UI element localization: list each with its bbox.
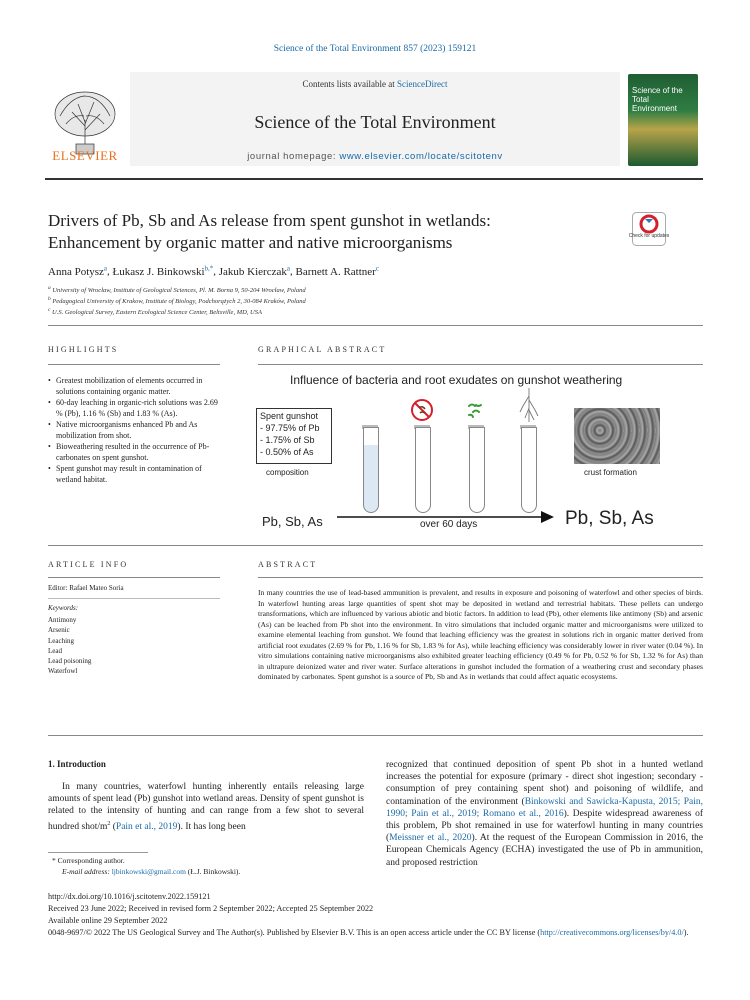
highlight-item: • Spent gunshot may result in contamination of wetland habitat. [48, 464, 218, 485]
graphical-abstract-rule [258, 364, 703, 365]
check-for-updates-icon[interactable] [632, 212, 666, 246]
editor-rule [48, 598, 220, 599]
author-2[interactable]: Łukasz J. Binkowski$^{b,*}$ [112, 264, 214, 278]
keyword: Leaching [48, 636, 75, 645]
no-bacteria-icon [410, 398, 434, 422]
received-dates: Received 23 June 2022; Received in revised form 2 September 2022; Accepted 25 September 2022 [48, 904, 374, 913]
doi-link[interactable]: http://dx.doi.org/10.1016/j.scitotenv.2022.159121 [48, 892, 211, 901]
highlight-item: • Bioweathering resulted in the occurrence of Pb-carbonates on spent gunshot. [48, 442, 218, 463]
left-elements-label: Pb, Sb, As [262, 514, 323, 529]
abstract-bottom-divider [48, 735, 703, 736]
keywords-list [48, 615, 91, 677]
affiliation-a: $^a$ University of Wrocław, Institute of Geological Sciences, Pl. M. Borna 9, 50-204 Wrocław, Poland [48, 285, 306, 295]
homepage-link[interactable]: www.elsevier.com/locate/scitotenv [339, 151, 503, 162]
homepage-prefix: journal homepage: [247, 151, 340, 162]
right-elements-label: Pb, Sb, As [565, 508, 654, 529]
citation-link[interactable]: Binkowski and Sawicka-Kapusta, 2015; Pain, 1990; Pain et al., 2019; Romano et al., 2016 [386, 796, 703, 819]
highlight-item: • 60-day leaching in organic-rich solutions was 2.69 % (Pb), 1.16 % (Sb) and 1.83 % (As). [48, 398, 218, 419]
crust-sem-image [574, 408, 660, 464]
journal-homepage [130, 151, 620, 162]
elsevier-wordmark: ELSEVIER [52, 148, 118, 163]
article-title [48, 210, 608, 254]
intro-right-paragraph: recognized that continued deposition of spent Pb shot in a hunted wetland increases the potential for exposure (primary - direct shot ingestion; secondary - consumption of prey containing spent shot) and poisoning of wildlife, and contamination of the environment (Binkowski and Sawicka-Kapusta, 2015; Pain, 1990; Pain et al., 2019; Romano et al., 2016). Despite widespread awareness of this problem, Pb shot remained in use for waterfowl hunting in many countries (Meissner et al., 2020). At the request of the European Commission in 2016, the European Chemicals Agency (ECHA) investigated the use of Pb in ammunition, and proposed restriction [386, 760, 703, 868]
check-for-updates-label: Check for updates [628, 233, 670, 239]
highlight-item: • Native microorganisms enhanced Pb and As mobilization from shot. [48, 420, 218, 441]
journal-title: Science of the Total Environment [254, 112, 496, 132]
contents-prefix: Contents lists available at [302, 79, 397, 89]
test-tube-root-exudates [521, 427, 537, 513]
citation-link[interactable]: Pain et al., 2019 [115, 821, 178, 832]
test-tube-bacteria [469, 427, 485, 513]
abstract-text: In many countries the use of lead-based ammunition is prevalent, and results in exposure and poisoning of waterfowl and other species of birds. In waterfowl hunting areas large quantities of spent shot may be deposited in wetland and terrestrial habitats. These pellets can undergo transformations, which are influenced by various abiotic and biotic factors. In addition to lead (Pb), other elements like antimony (Sb) and arsenic (As) can be leached from Pb shot into the environment. In vitro simulations that included organic matter and microorganisms were utilized to examine elemental leaching from gunshot. We found that leaching efficiency was the greatest in solutions rich in organic matter derived from artificial root exudates (2.69 % for Pb, 1.16 % for Sb, 1.83 % for As), while leaching efficiency was considerably lower in river water (0.04 %). In vitro simulations containing native microorganisms also exhibited greater leaching efficiency (0.49 % for Pb, 0.52 % for Sb, 1.32 % for As) than in ultrapure deionized water and river water. Surface alterations in gunshot included the formation of a weathering crust and secondary phases dominated by carbonates. Spent gunshot is a source of Pb, Sb and As in wetlands that could affect aquatic ecosystems. [258, 588, 703, 681]
available-online: Available online 29 September 2022 [48, 916, 168, 925]
editor: Editor: Rafael Mateo Soria [48, 584, 124, 592]
intro-left-paragraph: In many countries, waterfowl hunting inherently entails releasing large amounts of spent lead (Pb) gunshot into wetland areas. Density of spent gunshot is related to the intensity of hunting and can range from a few shot to several hundred shot/$m^2$ (Pain et al., 2019). It has long been [48, 782, 364, 832]
arrow-icon [337, 510, 555, 524]
highlights-heading: HIGHLIGHTS [48, 345, 119, 354]
crust-formation-label: crust formation [584, 468, 637, 477]
test-tube-no-bacteria [415, 427, 431, 513]
license-statement: 0048-9697/© 2022 The US Geological Survey and The Author(s). Published by Elsevier B.V. This is an open access article under the CC BY license (http://creativecommons.org/licenses/by/4.0/). [48, 928, 689, 937]
header-divider [45, 178, 703, 180]
bacteria-icon [465, 400, 485, 420]
composition-line: - 0.50% of As [260, 447, 314, 457]
highlights-list [48, 376, 218, 486]
contents-line [130, 79, 620, 89]
citation-link[interactable]: Meissner et al., 2020 [389, 833, 472, 844]
corresponding-author-note: * Corresponding author. [52, 856, 125, 865]
keyword: Waterfowl [48, 667, 78, 676]
keyword: Arsenic [48, 626, 70, 635]
introduction-heading: 1. Introduction [48, 759, 106, 769]
affiliation-c: $^c$ U.S. Geological Survey, Eastern Ecological Science Center, Beltsville, MD, USA [48, 307, 262, 317]
title-line-2: Enhancement by organic matter and native microorganisms [48, 233, 453, 252]
author-1[interactable]: Anna Potysz$^a$ [48, 264, 108, 278]
cover-title: Science of the Total Environment [632, 86, 683, 113]
composition-line: - 97.75% of Pb [260, 423, 320, 433]
keyword: Antimony [48, 616, 77, 624]
email-link[interactable]: ljbinkowski@gmail.com [111, 867, 186, 876]
highlights-rule [48, 364, 220, 365]
footnote-rule [48, 852, 148, 853]
composition-box [256, 408, 332, 464]
keyword: Lead poisoning [48, 657, 92, 666]
article-info-rule [48, 577, 220, 578]
email-note: E-mail address: ljbinkowski@gmail.com (Ł.J. Binkowski). [62, 867, 241, 876]
composition-label: composition [266, 468, 309, 477]
duration-label: over 60 days [420, 519, 478, 530]
abstract-rule [258, 577, 703, 578]
affiliation-b: $^b$ Pedagogical University of Krakow, Institute of Biology, Podchorążych 2, 30-084 Kraków, Poland [48, 296, 306, 306]
license-link[interactable]: http://creativecommons.org/licenses/by/4.0/ [540, 928, 684, 937]
section-divider [48, 545, 703, 546]
highlight-item: • Greatest mobilization of elements occurred in solutions containing organic matter. [48, 376, 218, 397]
root-icon [517, 388, 541, 424]
title-line-1: Drivers of Pb, Sb and As release from spent gunshot in wetlands: [48, 211, 491, 230]
sciencedirect-link[interactable]: ScienceDirect [397, 79, 448, 89]
composition-title: Spent gunshot [260, 411, 319, 421]
author-3[interactable]: Jakub Kierczak$^a$ [218, 264, 290, 278]
author-list: Anna Potysz$^a$, Łukasz J. Binkowski$^{b,*}$, Jakub Kierczak$^a$, Barnett A. Rattner$^c$ [48, 264, 379, 278]
article-info-heading: ARTICLE INFO [48, 560, 129, 569]
journal-reference[interactable]: Science of the Total Environment 857 (2023) 159121 [273, 44, 477, 54]
abstract-heading: ABSTRACT [258, 560, 318, 569]
test-tube-water [363, 427, 379, 513]
keyword: Lead [48, 646, 62, 655]
affiliation-divider [48, 325, 703, 326]
graphical-abstract-heading: GRAPHICAL ABSTRACT [258, 345, 387, 354]
composition-line: - 1.75% of Sb [260, 435, 315, 445]
ga-title: Influence of bacteria and root exudates on gunshot weathering [290, 373, 623, 387]
keywords-label: Keywords: [48, 604, 79, 612]
author-4[interactable]: Barnett A. Rattner$^c$ [295, 264, 379, 278]
